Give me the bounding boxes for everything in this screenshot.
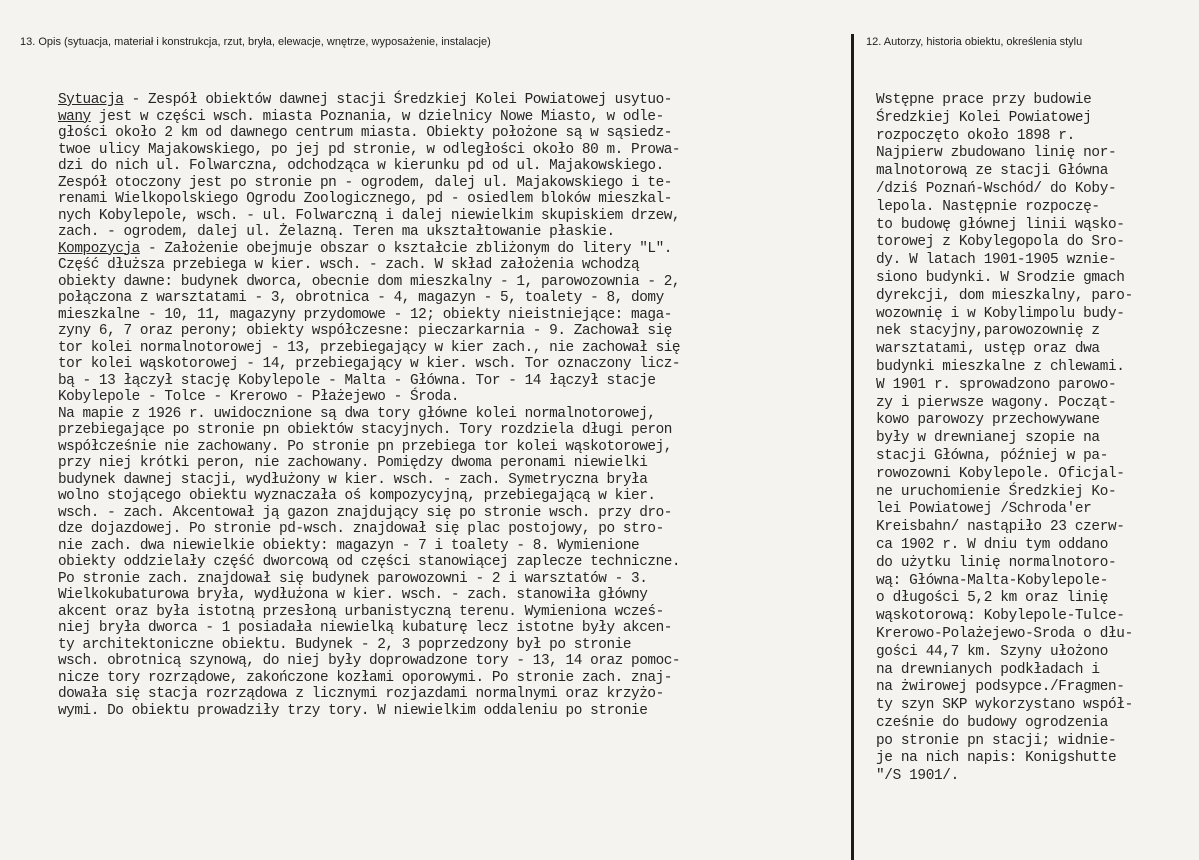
history-line: ne uruchomienie Średzkiej Ko- [876, 483, 1117, 500]
line-text: nie zach. dwa niewielkie obiekty: magazyn - 7 i toalety - 8. Wymienione [58, 537, 640, 554]
line-text: jest w części wsch. miasta Poznania, w dzielnicy Nowe Miasto, w odle- [90, 108, 664, 125]
line-text: Zespół otoczony jest po stronie pn - ogrodem, dalej ul. Majakowskiego i te- [58, 174, 672, 191]
column-divider [851, 34, 854, 860]
history-line: Krerowo-Polażejewo-Sroda o dłu- [876, 625, 1133, 642]
description-line [58, 571, 848, 588]
history-line: na drewnianych podkładach i [876, 661, 1100, 678]
description-line [58, 604, 848, 621]
line-text: ty architektoniczne obiektu. Budynek - 2, 3 poprzedzony był po stronie [58, 636, 632, 653]
history-line: do użytku linię normalnotoro- [876, 554, 1117, 571]
history-line: budynki mieszkalne z chlewami. [876, 358, 1125, 375]
history-line: rowozowni Kobylepole. Oficjal- [876, 465, 1125, 482]
history-line: siono budynki. W Srodzie gmach [876, 269, 1125, 286]
line-text: Część dłuższa przebiega w kier. wsch. - zach. W skład założenia wchodzą [58, 257, 640, 273]
line-text: mieszkalne - 10, 11, magazyny przydomowe - 12; obiekty nieistniejące: maga- [58, 306, 672, 323]
history-line: wozownię i w Kobylimpolu budy- [876, 305, 1125, 322]
line-text: budynek dawnej stacji, wydłużony w kier. wsch. - zach. Symetryczna bryła [58, 471, 648, 488]
description-line [58, 637, 848, 654]
line-text: bą - 13 łączył stację Kobylepole - Malta - Główna. Tor - 14 łączył stacje [58, 372, 656, 389]
history-line: ca 1902 r. W dniu tym oddano [876, 536, 1109, 553]
description-line [58, 92, 848, 109]
line-text: - Zespół obiektów dawnej stacji Średzkiej Kolei Powiatowej usytuo- [123, 92, 672, 108]
description-line [58, 323, 848, 340]
line-text: dzi do nich ul. Folwarczna, odchodząca w kierunku pd od ul. Majakowskiego. [58, 158, 664, 174]
line-text: tor kolei normalnotorowej - 13, przebiegający w kier zach., nie zachował się [58, 339, 681, 356]
history-line: cześnie do budowy ogrodzenia [876, 714, 1109, 731]
description-line [58, 158, 848, 175]
history-line: na żwirowej podsypce./Fragmen- [876, 679, 1125, 696]
history-line: malnotorową ze stacji Główna [876, 163, 1109, 180]
description-line [58, 587, 848, 604]
description-line [58, 653, 848, 670]
line-text: nych Kobylepole, wsch. - ul. Folwarczną i dalej niewielkim skupiskiem drzew, [58, 207, 681, 224]
description-line [58, 307, 848, 324]
history-line: "/S 1901/. [876, 768, 959, 785]
description-line [58, 439, 848, 456]
description-line [58, 703, 848, 720]
history-line: były w drewnianej szopie na [876, 430, 1100, 447]
history-line: po stronie pn stacji; widnie- [876, 732, 1117, 749]
description-line [58, 472, 848, 489]
history-line: stacji Główna, później w pa- [876, 447, 1109, 464]
history-line: kowo parowozy przechowywane [876, 412, 1100, 429]
description-line [58, 373, 848, 390]
line-text: akcent oraz była istotną przesłoną urbanistyczną terenu. Wymieniona wcześ- [58, 603, 664, 620]
line-text: przy niej krótki peron, nie zachowany. Pomiędzy dwoma peronami niewielki [58, 455, 648, 471]
history-line: warsztatami, ustęp oraz dwa [876, 341, 1100, 358]
description-line [58, 257, 848, 274]
line-text: wsch. obrotnicą szynową, do niej były doprowadzone tory - 13, 14 oraz pomoc- [58, 653, 681, 669]
history-line: o długości 5,2 km oraz linię [876, 590, 1109, 607]
history-line: torowej z Kobylegopola do Sro- [876, 234, 1125, 251]
line-text: twoe ulicy Majakowskiego, po jej pd stronie, w odległości około 80 m. Prowa- [58, 141, 681, 158]
section-lead-term: wany [58, 108, 91, 125]
history-line: to budowę głównej linii wąsko- [876, 216, 1125, 233]
history-line: Kreisbahn/ nastąpiło 23 czerw- [876, 519, 1125, 536]
history-line: Wstępne prace przy budowie [876, 92, 1092, 108]
description-line [58, 241, 848, 258]
description-line [58, 109, 848, 126]
line-text: wolno stojącego obiektu wyznaczała oś kompozycyjną, przebiegającą w kier. [58, 488, 656, 504]
description-line [58, 670, 848, 687]
history-line: rozpoczęto około 1898 r. [876, 127, 1075, 144]
description-line [58, 290, 848, 307]
history-line: Średzkiej Kolei Powiatowej [876, 109, 1092, 126]
line-text: tor kolei wąskotorowej - 14, przebiegający w kier. wsch. Tor oznaczony licz- [58, 356, 681, 372]
description-line [58, 505, 848, 522]
section-13-header: 13. Opis (sytuacja, materiał i konstrukcja, rzut, bryła, elewacje, wnętrze, wyposażenie, instalacje) [20, 36, 491, 48]
history-line: ty szyn SKP wykorzystano współ- [876, 697, 1133, 714]
history-line: wą: Główna-Malta-Kobylepole- [876, 572, 1109, 589]
line-text: głości około 2 km od dawnego centrum miasta. Obiekty położone są w sąsiedz- [58, 125, 672, 141]
description-line [58, 554, 848, 571]
line-text: niej bryła dworca - 1 posiadała niewielką kubaturę lecz istotne były akcen- [58, 620, 672, 636]
line-text: nicze tory rozrządowe, zakończone kozłami oporowymi. Po stronie zach. znaj- [58, 669, 672, 686]
description-line [58, 620, 848, 637]
line-text: współcześnie nie zachowany. Po stronie pn przebiega tor kolei wąskotorowej, [58, 438, 672, 455]
line-text: - Założenie obejmuje obszar o kształcie zbliżonym do litery "L". [139, 240, 672, 257]
history-line: lei Powiatowej /Schroda'er [876, 501, 1092, 518]
line-text: zach. - ogrodem, dalej ul. Żelazną. Teren ma ukształtowanie płaskie. [58, 224, 615, 240]
line-text: wymi. Do obiektu prowadziły trzy tory. W niewielkim oddaleniu po stronie [58, 702, 648, 719]
history-line: gości 44,7 km. Szyny ułożono [876, 643, 1109, 660]
history-line: /dziś Poznań-Wschód/ do Koby- [876, 180, 1117, 197]
line-text: dowała się stacja rozrządowa z licznymi rozjazdami normalnymi oraz krzyżo- [58, 686, 664, 702]
line-text: wsch. - zach. Akcentował ją gazon znajdujący się po stronie wsch. przy dro- [58, 504, 672, 521]
line-text: Po stronie zach. znajdował się budynek parowozowni - 2 i warsztatów - 3. [58, 570, 648, 587]
line-text: renami Wielkopolskiego Ogrodu Zoologicznego, pd - osiedlem bloków mieszkal- [58, 191, 672, 207]
history-line: wąskotorową: Kobylepole-Tulce- [876, 608, 1125, 625]
description-line [58, 274, 848, 291]
history-line: dy. W latach 1901-1905 wznie- [876, 252, 1117, 269]
description-line [58, 356, 848, 373]
history-line: je na nich napis: Konigshutte [876, 750, 1117, 767]
description-line [58, 142, 848, 159]
history-line: zy i pierwsze wagony. Począt- [876, 394, 1117, 411]
description-line [58, 125, 848, 142]
line-text: dze dojazdowej. Po stronie pd-wsch. znajdował się plac postojowy, po stro- [58, 521, 664, 537]
description-line [58, 686, 848, 703]
history-text [876, 92, 1176, 786]
description-line [58, 521, 848, 538]
description-line [58, 340, 848, 357]
description-line [58, 422, 848, 439]
history-line: nek stacyjny,parowozownię z [876, 323, 1100, 340]
description-line [58, 175, 848, 192]
section-12-header: 12. Autorzy, historia obiektu, określenia stylu [866, 36, 1083, 48]
description-line [58, 538, 848, 555]
line-text: obiekty dawne: budynek dworca, obecnie dom mieszkalny - 1, parowozownia - 2, [58, 273, 681, 290]
section-lead-term: Kompozycja [58, 240, 140, 257]
history-line: lepola. Następnie rozpoczę- [876, 198, 1100, 215]
description-line [58, 191, 848, 208]
description-text [58, 92, 848, 719]
section-lead-term: Sytuacja [58, 92, 124, 108]
line-text: połączona z warsztatami - 3, obrotnica - 4, magazyn - 5, toalety - 8, domy [58, 290, 664, 306]
history-line: dyrekcji, dom mieszkalny, paro- [876, 287, 1133, 304]
description-line [58, 455, 848, 472]
line-text: Kobylepole - Tolce - Krerowo - Płażejewo - Środa. [58, 389, 460, 405]
history-line: Najpierw zbudowano linię nor- [876, 145, 1117, 162]
line-text: Na mapie z 1926 r. uwidocznione są dwa tory główne kolei normalnotorowej, [58, 405, 656, 422]
line-text: obiekty oddzielały część dworcową od części stanowiącej zaplecze techniczne. [58, 554, 681, 570]
description-line [58, 224, 848, 241]
line-text: przebiegające po stronie pn obiektów stacyjnych. Tory rozdziela długi peron [58, 422, 672, 438]
line-text: Wielkokubaturowa bryła, wydłużona w kier. wsch. - zach. stanowiła główny [58, 587, 648, 603]
history-line: W 1901 r. sprowadzono parowo- [876, 376, 1117, 393]
description-line [58, 389, 848, 406]
description-line [58, 406, 848, 423]
description-line [58, 208, 848, 225]
description-line [58, 488, 848, 505]
line-text: zyny 6, 7 oraz perony; obiekty współczesne: pieczarkarnia - 9. Zachował się [58, 323, 672, 339]
